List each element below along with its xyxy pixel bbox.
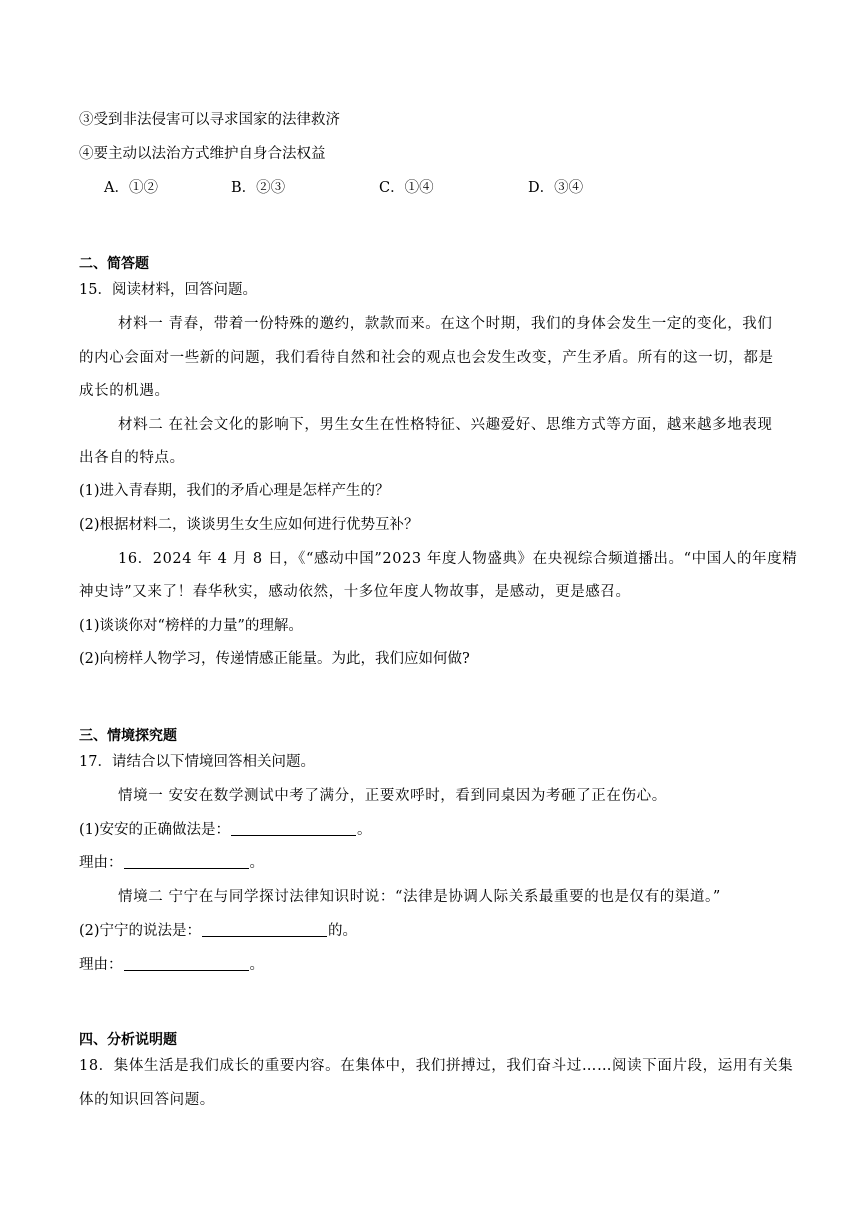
q17-stem: 17．请结合以下情境回答相关问题。 <box>79 754 315 770</box>
q15-material-2-line-2: 出各自的特点。 <box>79 450 185 466</box>
q16-line-2: 神史诗”又来了！春华秋实，感动依然，十多位年度人物故事，是感动，更是感召。 <box>79 584 631 600</box>
q15-sub-question-1: (1)进入青春期，我们的矛盾心理是怎样产生的？ <box>79 483 390 499</box>
q14-item-3: ③受到非法侵害可以寻求国家的法律救济 <box>79 112 340 128</box>
option-a[interactable]: A．①② <box>104 180 158 196</box>
q17-reason-2: 理由： 。 <box>79 957 264 973</box>
section-heading-short-answer: 二、简答题 <box>79 256 149 272</box>
answer-blank-2[interactable] <box>124 854 249 869</box>
q18-line-1: 18．集体生活是我们成长的重要内容。在集体中，我们拼搏过，我们奋斗过……阅读下面片段，运用有关集 <box>79 1058 794 1074</box>
option-b[interactable]: B．②③ <box>231 180 286 196</box>
q17-reason-1: 理由： 。 <box>79 855 264 871</box>
answer-blank-4[interactable] <box>124 956 249 971</box>
answer-blank-3[interactable] <box>202 922 327 937</box>
q17-sub-question-2: (2)宁宁的说法是： 的。 <box>79 923 358 939</box>
q16-sub-question-2: (2)向榜样人物学习，传递情感正能量。为此，我们应如何做? <box>79 651 470 667</box>
q17-sub-question-1: (1)安安的正确做法是： 。 <box>79 822 372 838</box>
q15-material-1-line-1: 材料一 青春，带着一份特殊的邀约，款款而来。在这个时期，我们的身体会发生一定的变化，我们 <box>118 316 773 332</box>
q17-scenario-1: 情境一 安安在数学测试中考了满分，正要欢呼时，看到同桌因为考砸了正在伤心。 <box>118 788 667 804</box>
q16-line-1: 16．2024 年 4 月 8 日，《“感动中国”2023 年度人物盛典》在央视综合频道播出。“中国人的年度精 <box>118 551 798 567</box>
q15-material-1-line-3: 成长的机遇。 <box>79 383 170 399</box>
q15-material-2-line-1: 材料二 在社会文化的影响下，男生女生在性格特征、兴趣爱好、思维方式等方面，越来越多地表现 <box>118 417 773 433</box>
option-c[interactable]: C．①④ <box>379 180 434 196</box>
option-d[interactable]: D．③④ <box>528 180 584 196</box>
q14-options <box>104 178 624 198</box>
q15-stem: 15．阅读材料，回答问题。 <box>79 282 257 298</box>
section-heading-analysis: 四、分析说明题 <box>79 1032 177 1048</box>
q17-scenario-2: 情境二 宁宁在与同学探讨法律知识时说：“法律是协调人际关系最重要的也是仅有的渠道。” <box>118 889 721 905</box>
q14-item-4: ④要主动以法治方式维护自身合法权益 <box>79 146 326 162</box>
q18-line-2: 体的知识回答问题。 <box>79 1092 215 1108</box>
answer-blank-1[interactable] <box>231 821 356 836</box>
section-heading-scenario: 三、情境探究题 <box>79 728 177 744</box>
q16-sub-question-1: (1)谈谈你对“榜样的力量”的理解。 <box>79 618 303 634</box>
q15-material-1-line-2: 的内心会面对一些新的问题，我们看待自然和社会的观点也会发生改变，产生矛盾。所有的这一切，都是 <box>79 350 774 366</box>
q15-sub-question-2: (2)根据材料二，谈谈男生女生应如何进行优势互补？ <box>79 517 419 533</box>
